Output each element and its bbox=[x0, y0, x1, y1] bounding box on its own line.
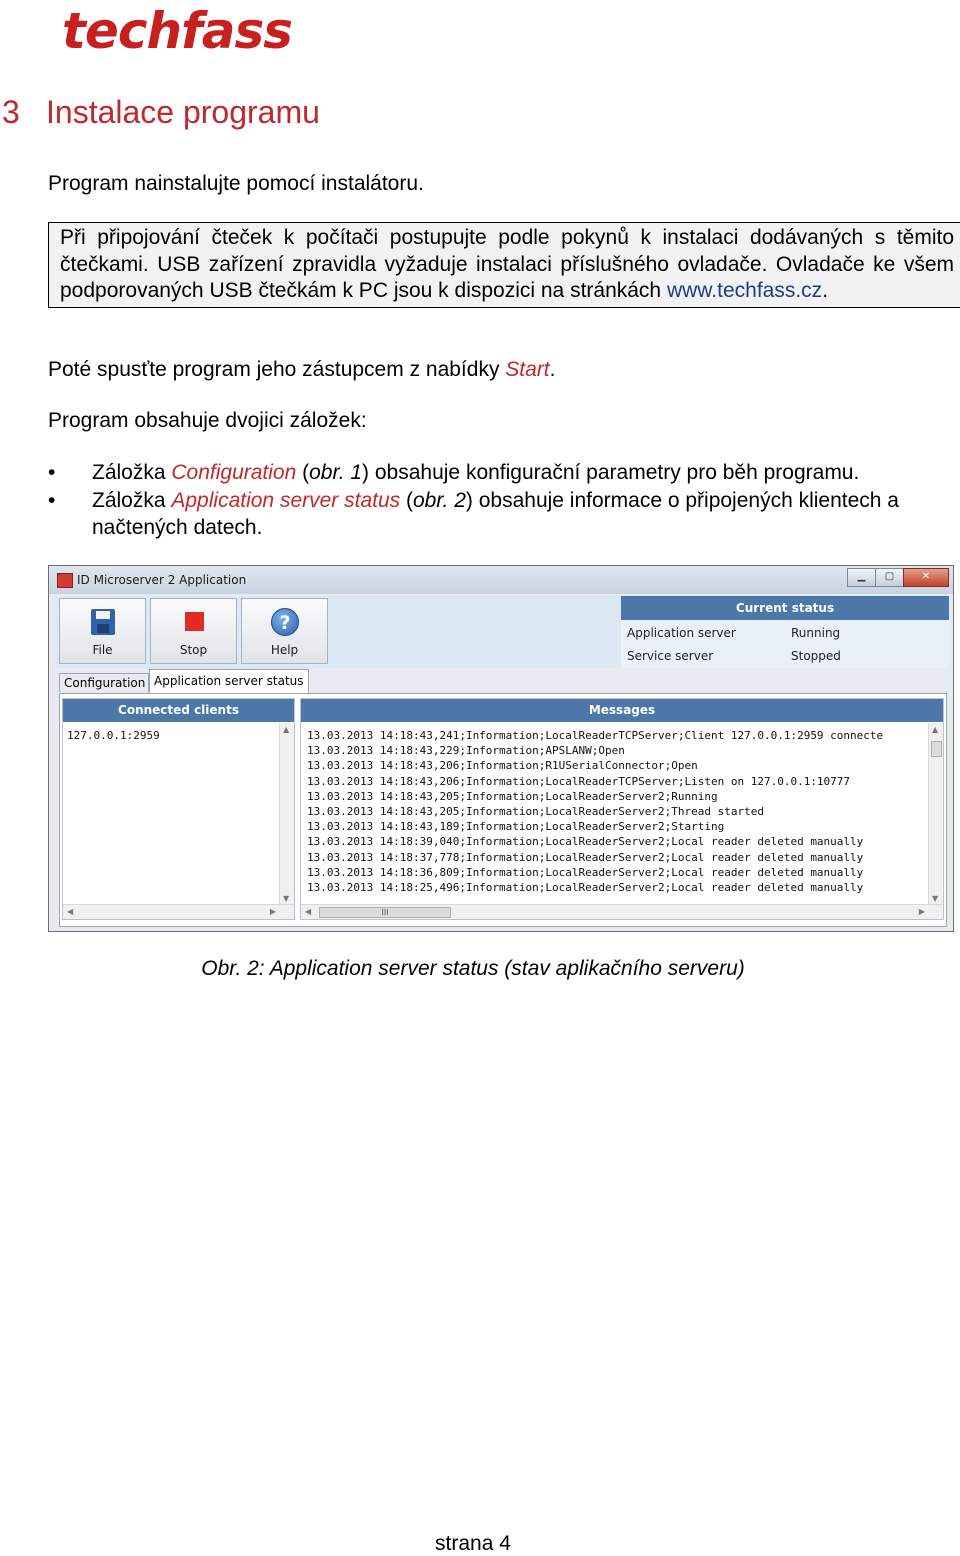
techfass-logo: techfass bbox=[62, 2, 293, 60]
help-button[interactable] bbox=[241, 598, 328, 664]
list-item[interactable]: 127.0.0.1:2959 bbox=[67, 729, 160, 742]
maximize-button[interactable] bbox=[875, 568, 904, 587]
maximize-icon: ▢ bbox=[884, 571, 895, 582]
scroll-thumb[interactable] bbox=[931, 741, 942, 757]
current-status-heading: Current status bbox=[621, 596, 949, 620]
close-icon: ✕ bbox=[921, 571, 931, 582]
techfass-link[interactable]: www.techfass.cz bbox=[666, 279, 823, 302]
app-icon bbox=[57, 573, 73, 588]
figure-ref: obr. 1 bbox=[309, 461, 363, 484]
section-heading bbox=[2, 94, 320, 131]
tab-list bbox=[48, 459, 960, 542]
scroll-right-icon[interactable]: ▶ bbox=[269, 907, 276, 916]
install-paragraph: Program nainstalujte pomocí instalátoru. bbox=[48, 172, 424, 195]
bullet-icon: • bbox=[48, 461, 56, 484]
status-row bbox=[627, 626, 841, 640]
bullet-text: Záložka bbox=[92, 461, 172, 484]
stop-label: Stop bbox=[179, 643, 208, 657]
page-number: strana 4 bbox=[435, 1532, 511, 1555]
figure-ref: obr. 2 bbox=[412, 488, 466, 512]
configuration-link[interactable]: Configuration bbox=[171, 461, 297, 484]
help-icon: ? bbox=[271, 608, 299, 636]
messages-heading: Messages bbox=[301, 699, 943, 722]
section-number: 3 bbox=[2, 94, 20, 130]
log-line: 13.03.2013 14:18:43,205;Information;LocalReaderServer2;Thread started bbox=[307, 805, 764, 819]
bullet-text: ( bbox=[296, 461, 310, 484]
start-link[interactable]: Start bbox=[505, 358, 550, 381]
figure-caption: Obr. 2: Application server status (stav aplikačního serveru) bbox=[201, 957, 745, 980]
bullet-text: ) obsahuje konfigurační parametry pro běh programu. bbox=[362, 461, 860, 484]
note-text: Při připojování čteček k počítači postupujte podle pokynů k instalaci dodávaných s těmito čtečkami. USB zařízení zpravidla vyžaduje instalaci příslušného ovladače. Ovladače ke všem podporovaných USB čtečkám k PC jsou k dispozici na stránkách bbox=[60, 226, 954, 302]
window-title: ID Microserver 2 Application bbox=[77, 573, 247, 587]
clients-vertical-scrollbar[interactable] bbox=[279, 723, 294, 905]
tab-application-server-status[interactable]: Application server status bbox=[149, 669, 309, 693]
scroll-down-icon[interactable]: ▼ bbox=[932, 894, 939, 903]
app-server-status-link[interactable]: Application server status bbox=[171, 488, 401, 512]
minimize-icon: ▁ bbox=[857, 571, 866, 582]
scroll-thumb[interactable]: III bbox=[319, 907, 451, 918]
scroll-down-icon[interactable]: ▼ bbox=[283, 894, 290, 903]
scroll-up-icon[interactable]: ▲ bbox=[932, 725, 939, 734]
note-end: . bbox=[822, 279, 829, 302]
scroll-left-icon[interactable]: ◀ bbox=[67, 907, 74, 916]
close-button[interactable] bbox=[903, 568, 949, 587]
messages-vertical-scrollbar[interactable] bbox=[928, 723, 943, 905]
log-line: 13.03.2013 14:18:43,206;Information;R1USerialConnector;Open bbox=[307, 759, 698, 773]
bullet-icon: • bbox=[48, 488, 56, 512]
messages-pane bbox=[300, 698, 944, 920]
list-item bbox=[48, 487, 960, 542]
list-item bbox=[48, 459, 960, 487]
messages-horizontal-scrollbar[interactable] bbox=[301, 904, 943, 919]
scroll-up-icon[interactable]: ▲ bbox=[283, 725, 290, 734]
status-label: Application server bbox=[627, 626, 736, 640]
messages-log bbox=[307, 728, 883, 895]
log-line: 13.03.2013 14:18:39,040;Information;LocalReaderServer2;Local reader deleted manually bbox=[307, 835, 864, 849]
log-line: 13.03.2013 14:18:43,189;Information;LocalReaderServer2;Starting bbox=[307, 820, 725, 834]
bullet-text: ) obsahuje informace o připojených klientech a načtených datech. bbox=[92, 488, 899, 539]
log-line: 13.03.2013 14:18:37,778;Information;LocalReaderServer2;Local reader deleted manually bbox=[307, 850, 864, 864]
current-status-panel bbox=[621, 596, 949, 668]
status-label: Service server bbox=[627, 649, 714, 663]
log-line: 13.03.2013 14:18:36,809;Information;LocalReaderServer2;Local reader deleted manually bbox=[307, 865, 864, 879]
status-value: Stopped bbox=[791, 649, 841, 663]
window-titlebar[interactable] bbox=[49, 566, 953, 594]
usb-note-box bbox=[48, 222, 960, 308]
log-line: 13.03.2013 14:18:43,205;Information;LocalReaderServer2;Running bbox=[307, 789, 718, 803]
bullet-text: ( bbox=[400, 488, 413, 512]
tabs-paragraph: Program obsahuje dvojici záložek: bbox=[48, 409, 367, 432]
scroll-right-icon[interactable]: ▶ bbox=[918, 907, 925, 916]
help-label: Help bbox=[270, 643, 299, 657]
clients-horizontal-scrollbar[interactable] bbox=[63, 904, 294, 919]
connected-clients-pane bbox=[62, 698, 295, 920]
tab-content bbox=[59, 693, 947, 927]
file-button[interactable] bbox=[59, 598, 146, 664]
status-row bbox=[627, 649, 841, 663]
start-paragraph bbox=[48, 357, 556, 383]
file-label: File bbox=[92, 643, 113, 657]
stop-button[interactable] bbox=[150, 598, 237, 664]
status-value: Running bbox=[791, 626, 841, 640]
log-line: 13.03.2013 14:18:25,496;Information;LocalReaderServer2;Local reader deleted manually bbox=[307, 881, 864, 895]
start-end: . bbox=[549, 358, 556, 381]
log-line: 13.03.2013 14:18:43,229;Information;APSLANW;Open bbox=[307, 744, 625, 758]
app-window bbox=[48, 565, 954, 932]
log-line: 13.03.2013 14:18:43,206;Information;LocalReaderTCPServer;Listen on 127.0.0.1:10777 bbox=[307, 774, 851, 788]
scroll-left-icon[interactable]: ◀ bbox=[305, 907, 312, 916]
minimize-button[interactable] bbox=[847, 568, 876, 587]
connected-clients-heading: Connected clients bbox=[63, 699, 294, 722]
floppy-disk-icon bbox=[91, 609, 115, 635]
bullet-text: Záložka bbox=[92, 488, 172, 512]
start-text: Poté spusťte program jeho zástupcem z nabídky bbox=[48, 358, 506, 381]
log-line: 13.03.2013 14:18:43,241;Information;LocalReaderTCPServer;Client 127.0.0.1:2959 connecte bbox=[307, 729, 884, 742]
section-title: Instalace programu bbox=[46, 94, 320, 130]
stop-icon bbox=[185, 612, 204, 631]
tab-configuration[interactable]: Configuration bbox=[59, 673, 149, 692]
